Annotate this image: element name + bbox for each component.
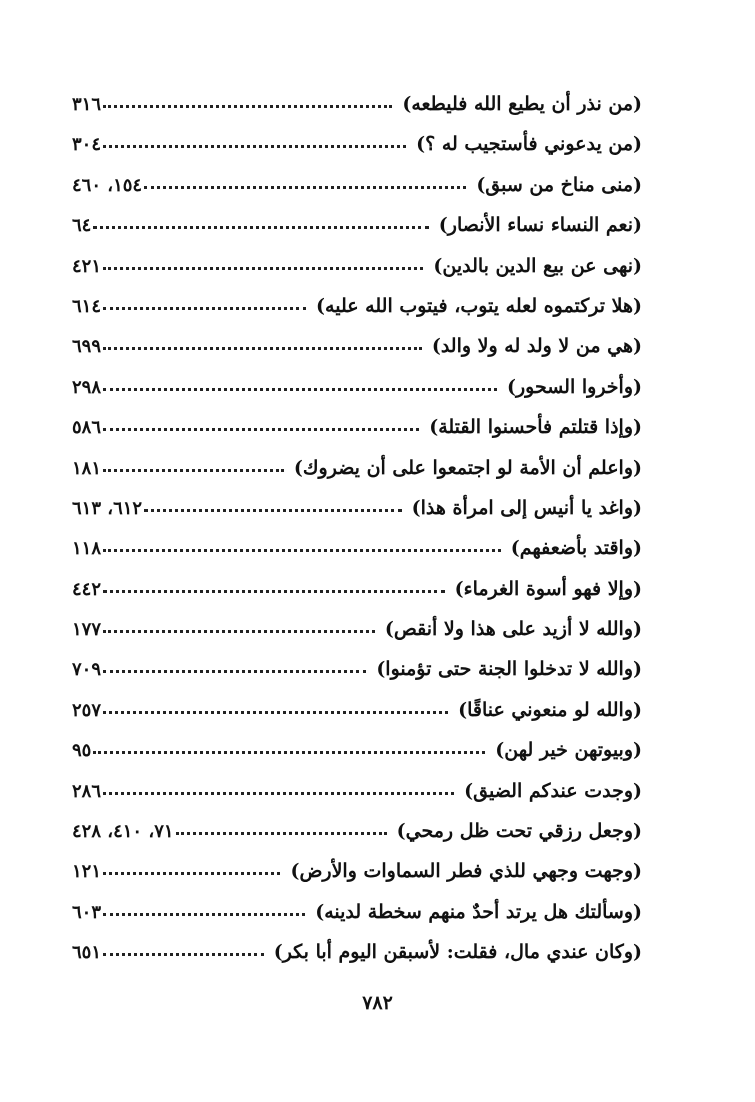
entry-page-refs: ١٨١ <box>72 457 102 479</box>
entry-page-refs: ٥٨٦ <box>72 417 102 439</box>
entry-text: (هي من لا ولد له ولا والد) <box>431 335 642 358</box>
entry-page-refs: ٦٩٩ <box>72 336 102 358</box>
entry-page-refs: ٦٥١ <box>72 942 102 964</box>
entry-page-refs: ٢٥٧ <box>72 699 102 721</box>
dot-leader <box>103 589 445 593</box>
entry-page-refs: ٩٥ <box>72 740 92 762</box>
entry-text: (وإلا فهو أسوة الغرماء) <box>454 577 642 600</box>
index-entry <box>72 367 642 407</box>
index-entry <box>72 690 642 730</box>
entry-text: (من نذر أن يطيع الله فليطعه) <box>402 93 642 115</box>
dot-leader <box>103 346 422 350</box>
index-entry <box>72 165 642 205</box>
dot-leader <box>103 710 448 714</box>
index-entry <box>72 286 642 326</box>
entry-page-refs: ٦١٢، ٦١٣ <box>72 497 143 519</box>
dot-leader <box>103 629 375 633</box>
entry-page-refs: ٦١٤ <box>72 295 102 317</box>
entry-text: (والله لو منعوني عناقًا) <box>458 698 642 721</box>
entry-text: (واقتد بأضعفهم) <box>510 537 642 560</box>
dot-leader <box>93 225 428 229</box>
entry-text: (والله لا تدخلوا الجنة حتى تؤمنوا) <box>376 658 642 681</box>
index-entry <box>72 84 642 124</box>
entry-page-refs: ٧٠٩ <box>72 659 102 681</box>
entry-text: (وأخروا السحور) <box>506 375 642 398</box>
entry-page-refs: ٧١، ٤١٠، ٤٢٨ <box>72 821 174 843</box>
dot-leader <box>103 548 501 552</box>
entry-page-refs: ٣١٦ <box>72 94 102 115</box>
page-number: ٧٨٢ <box>362 992 393 1014</box>
entry-text: (وبيوتهن خير لهن) <box>495 739 642 762</box>
dot-leader <box>103 266 423 270</box>
dot-leader <box>103 387 497 391</box>
dot-leader <box>103 468 284 472</box>
entry-text: (واعلم أن الأمة لو اجتمعوا على أن يضروك) <box>293 456 642 479</box>
entry-text: (وإذا قتلتم فأحسنوا القتلة) <box>429 416 642 439</box>
entry-text: (وجعل رزقي تحت ظل رمحي) <box>396 820 642 843</box>
entry-text: (وجهت وجهي للذي فطر السماوات والأرض) <box>290 860 642 883</box>
entry-page-refs: ٤٢١ <box>72 255 102 277</box>
index-entry <box>72 811 642 851</box>
entry-text: (نعم النساء نساء الأنصار) <box>438 214 642 237</box>
index-entry <box>72 528 642 568</box>
index-entry <box>72 771 642 811</box>
entry-page-refs: ١٥٤، ٤٦٠ <box>72 174 143 196</box>
entry-text: (من يدعوني فأستجيب له ؟) <box>416 133 642 156</box>
dot-leader <box>103 427 419 431</box>
index-entry <box>72 246 642 286</box>
index-entry <box>72 730 642 770</box>
dot-leader <box>103 144 406 148</box>
entry-page-refs: ٢٨٦ <box>72 780 102 802</box>
entry-page-refs: ١٢١ <box>72 861 102 883</box>
entry-text: (هلا تركتموه لعله يتوب، فيتوب الله عليه) <box>316 294 642 317</box>
index-entry <box>72 609 642 649</box>
entry-text: (نهى عن بيع الدين بالدين) <box>433 254 642 277</box>
dot-leader <box>144 185 466 189</box>
entry-text: (منى مناخ من سبق) <box>476 173 642 196</box>
entry-text: (وسألتك هل يرتد أحدٌ منهم سخطة لدينه) <box>315 900 642 923</box>
index-entry <box>72 488 642 528</box>
index-entry <box>72 892 642 932</box>
dot-leader <box>93 750 485 754</box>
dot-leader <box>103 871 280 875</box>
index-entry <box>72 932 642 972</box>
dot-leader <box>103 952 264 956</box>
dot-leader <box>103 912 305 916</box>
dot-leader <box>103 669 366 673</box>
index-entry <box>72 205 642 245</box>
dot-leader <box>144 508 402 512</box>
index-entry <box>72 448 642 488</box>
entry-page-refs: ٢٩٨ <box>72 376 102 398</box>
entry-text: (وكان عندي مال، فقلت: لأسبقن اليوم أبا بكر) <box>273 941 642 964</box>
dot-leader <box>103 791 454 795</box>
entry-page-refs: ٦٠٣ <box>72 901 102 923</box>
index-entry <box>72 407 642 447</box>
index-entry <box>72 649 642 689</box>
entry-page-refs: ٤٤٢ <box>72 578 102 600</box>
entry-page-refs: ٦٤ <box>72 215 92 237</box>
dot-leader <box>176 831 387 835</box>
index-entry <box>72 569 642 609</box>
entry-text: (والله لا أزيد على هذا ولا أنقص) <box>384 618 642 641</box>
dot-leader <box>103 306 306 310</box>
entry-page-refs: ١١٨ <box>72 538 102 560</box>
entry-text: (وجدت عندكم الضيق) <box>464 779 642 802</box>
entry-text: (واغد يا أنيس إلى امرأة هذا) <box>411 496 642 519</box>
entry-page-refs: ١٧٧ <box>72 619 102 641</box>
index-entry <box>72 326 642 366</box>
index-entry <box>72 851 642 891</box>
index-entry <box>72 124 642 164</box>
dot-leader <box>103 104 392 108</box>
hadith-index-list <box>72 84 642 973</box>
entry-page-refs: ٣٠٤ <box>72 134 102 156</box>
